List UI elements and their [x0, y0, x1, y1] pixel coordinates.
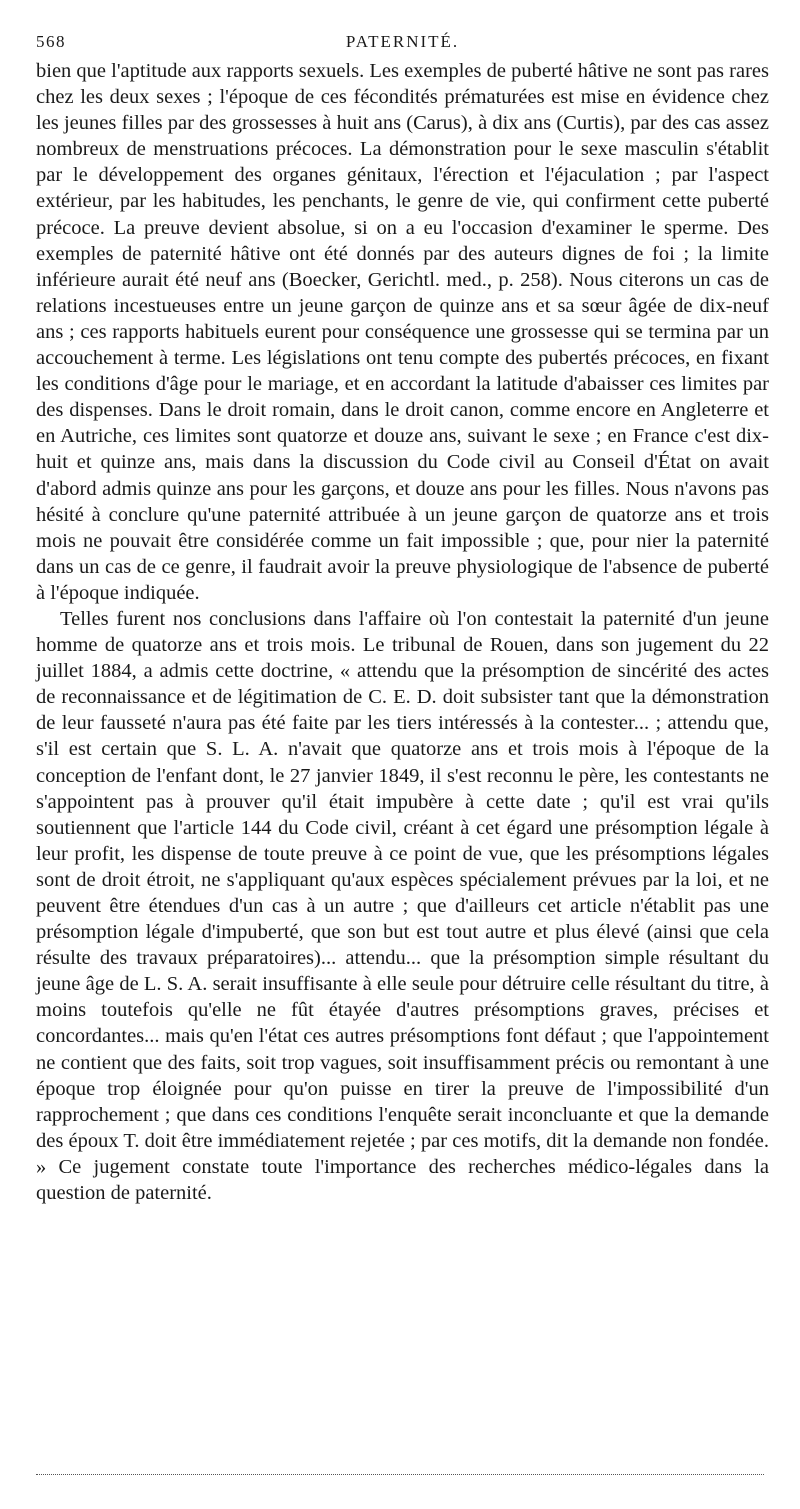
- page-number: 568: [36, 32, 66, 51]
- running-head: PATERNITÉ.: [345, 32, 460, 51]
- body-text: [36, 58, 769, 1206]
- paragraph-court-ruling: Telles furent nos conclusions dans l'affaire où l'on contestait la paternité d'un jeune homme de quatorze ans et trois mois. Le tribunal de Rouen, dans son jugement du 22 juillet 1884, a admis cette doctrine, « attendu que la présomption de sincérité des actes de reconnaissance et de légitimation de C. E. D. doit subsister tant que la démonstration de leur fausseté n'aura pas été faite par les tiers intéressés à la contester... ; attendu que, s'il est certain que S. L. A. n'avait que quatorze ans et trois mois à l'époque de la conception de l'enfant dont, le 27 janvier 1849, il s'est reconnu le père, les contestants ne s'appointent pas à prouver qu'il était impubère à cette date ; qu'il est vrai qu'ils soutiennent que l'article 144 du Code civil, créant à cet égard une présomption légale à leur profit, les dispense de toute preuve à ce point de vue, que les présomptions légales sont de droit étroit, ne s'appliquant qu'aux espèces spécialement prévues par la loi, et ne peuvent être étendues d'un cas à un autre ; que d'ailleurs cet article n'établit pas une présomption légale d'impuberté, que son but est tout autre et plus élevé (ainsi que cela résulte des travaux préparatoires)... attendu... que la présomption simple résultant du jeune âge de L. S. A. serait insuffisante à elle seule pour détruire celle résultant du titre, à moins toutefois qu'elle ne fût étayée d'autres présomptions graves, précises et concordantes... mais qu'en l'état ces autres présomptions font défaut ; que l'appointement ne contient que des faits, soit trop vagues, soit insuffisamment précis ou remontant à une époque trop éloignée pour qu'on puisse en tirer la preuve de l'impossibilité d'un rapprochement ; que dans ces conditions l'enquête serait inconcluante et que la demande des époux T. doit être immédiatement rejetée ; par ces motifs, dit la demande non fondée. » Ce jugement constate toute l'importance des recherches médico-légales dans la question de paternité.: [36, 607, 769, 1205]
- page-header: [36, 30, 769, 58]
- footer-dotted-rule: [36, 1474, 764, 1475]
- document-page: [36, 30, 769, 1206]
- paragraph-continuation: bien que l'aptitude aux rapports sexuels. Les exemples de puberté hâtive ne sont pas rares chez les deux sexes ; l'époque de ces fécondités prématurées est mise en évidence chez les jeunes filles par des grossesses à huit ans (Carus), à dix ans (Curtis), par des cas assez nombreux de menstruations précoces. La démonstration pour le sexe masculin s'établit par le développement des organes génitaux, l'érection et l'éjaculation ; par l'aspect extérieur, par les habitudes, les penchants, le genre de vie, qui confirment cette puberté précoce. La preuve devient absolue, si on a eu l'occasion d'examiner le sperme. Des exemples de paternité hâtive ont été donnés par des auteurs dignes de foi ; la limite inférieure aurait été neuf ans (Boecker, Gerichtl. med., p. 258). Nous citerons un cas de relations incestueuses entre un jeune garçon de quinze ans et sa sœur âgée de dix-neuf ans ; ces rapports habituels eurent pour conséquence une grossesse qui se termina par un accouchement à terme. Les législations ont tenu compte des pubertés précoces, en fixant les conditions d'âge pour le mariage, et en accordant la latitude d'abaisser ces limites par des dispenses. Dans le droit romain, dans le droit canon, comme encore en Angleterre et en Autriche, ces limites sont quatorze et douze ans, suivant le sexe ; en France c'est dix-huit et quinze ans, mais dans la discussion du Code civil au Conseil d'État on avait d'abord admis quinze ans pour les garçons, et douze ans pour les filles. Nous n'avons pas hésité à conclure qu'une paternité attribuée à un jeune garçon de quatorze ans et trois mois ne pouvait être considérée comme un fait impossible ; que, pour nier la paternité dans un cas de ce genre, il faudrait avoir la preuve physiologique de l'absence de puberté à l'époque indiquée.: [36, 60, 769, 604]
